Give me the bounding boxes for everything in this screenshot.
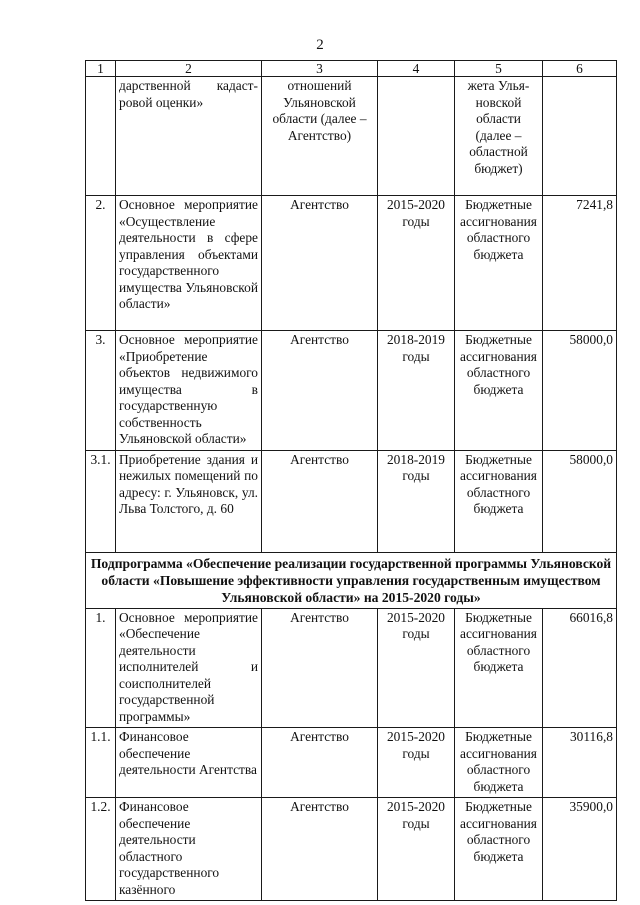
measure-name: Основное мероприятие «Осуществление деятельности в сфере управления объектами государственного имущества Ульяновской области» [116, 196, 262, 331]
column-header: 4 [378, 61, 455, 77]
table-row [86, 331, 617, 451]
row-number: 3. [86, 331, 116, 451]
amount: 58000,0 [543, 450, 617, 552]
funding-source: Бюджетные ассигнования областного бюджета [455, 331, 543, 451]
funding-source: Бюджетные ассигнования областного бюджета [455, 608, 543, 728]
amount: 58000,0 [543, 331, 617, 451]
table-row [86, 728, 617, 798]
period: 2018-2019 годы [378, 450, 455, 552]
period: 2015-2020 годы [378, 728, 455, 798]
column-header: 6 [543, 61, 617, 77]
page-number: 2 [316, 37, 324, 53]
measure-name: Основное мероприятие «Обеспечение деятельности исполнителей и соисполнителей государственной программы» [116, 608, 262, 728]
column-header: 5 [455, 61, 543, 77]
executor: Агентство [262, 798, 378, 901]
measure-name: Приобретение здания и нежилых помещений по адресу: г. Ульяновск, ул. Льва Толстого, д. 60 [116, 450, 262, 552]
column-header: 1 [86, 61, 116, 77]
measure-name: дарственной кадаст-ровой оценки» [116, 77, 262, 196]
table-row [86, 450, 617, 552]
funding-source: Бюджетные ассигнования областного бюджета [455, 450, 543, 552]
subprogram-row [86, 552, 617, 608]
amount: 30116,8 [543, 728, 617, 798]
executor: Агентство [262, 331, 378, 451]
program-table [85, 60, 617, 901]
period: 2015-2020 годы [378, 608, 455, 728]
column-header: 2 [116, 61, 262, 77]
column-number-row [86, 61, 617, 77]
period: 2015-2020 годы [378, 798, 455, 901]
funding-source: Бюджетные ассигнования областного бюджета [455, 196, 543, 331]
executor: Агентство [262, 450, 378, 552]
period: 2015-2020 годы [378, 196, 455, 331]
row-number: 1.1. [86, 728, 116, 798]
measure-name: Основное мероприятие «Приобретение объектов недвижимого имущества в государственную собственность Ульяновской области» [116, 331, 262, 451]
table-row [86, 196, 617, 331]
row-number: 3.1. [86, 450, 116, 552]
amount [543, 77, 617, 196]
executor: Агентство [262, 196, 378, 331]
executor: Агентство [262, 728, 378, 798]
table-row [86, 608, 617, 728]
executor: отношений Ульяновской области (далее – Агентство) [262, 77, 378, 196]
period [378, 77, 455, 196]
amount: 35900,0 [543, 798, 617, 901]
subprogram-title: Подпрограмма «Обеспечение реализации государственной программы Ульяновской области «Повышение эффективности управления государственным имуществом Ульяновской области» на 2015-2020 годы» [86, 552, 617, 608]
row-number: 1.2. [86, 798, 116, 901]
funding-source: Бюджетные ассигнования областного бюджета [455, 728, 543, 798]
row-number: 1. [86, 608, 116, 728]
amount: 66016,8 [543, 608, 617, 728]
row-number [86, 77, 116, 196]
row-number: 2. [86, 196, 116, 331]
measure-name: Финансовое обеспечение деятельности областного государственного казённого [116, 798, 262, 901]
period: 2018-2019 годы [378, 331, 455, 451]
funding-source: жета Улья-новской области (далее – областной бюджет) [455, 77, 543, 196]
executor: Агентство [262, 608, 378, 728]
table-row [86, 798, 617, 901]
amount: 7241,8 [543, 196, 617, 331]
funding-source: Бюджетные ассигнования областного бюджета [455, 798, 543, 901]
measure-name: Финансовое обеспечение деятельности Агентства [116, 728, 262, 798]
table-row [86, 77, 617, 196]
column-header: 3 [262, 61, 378, 77]
